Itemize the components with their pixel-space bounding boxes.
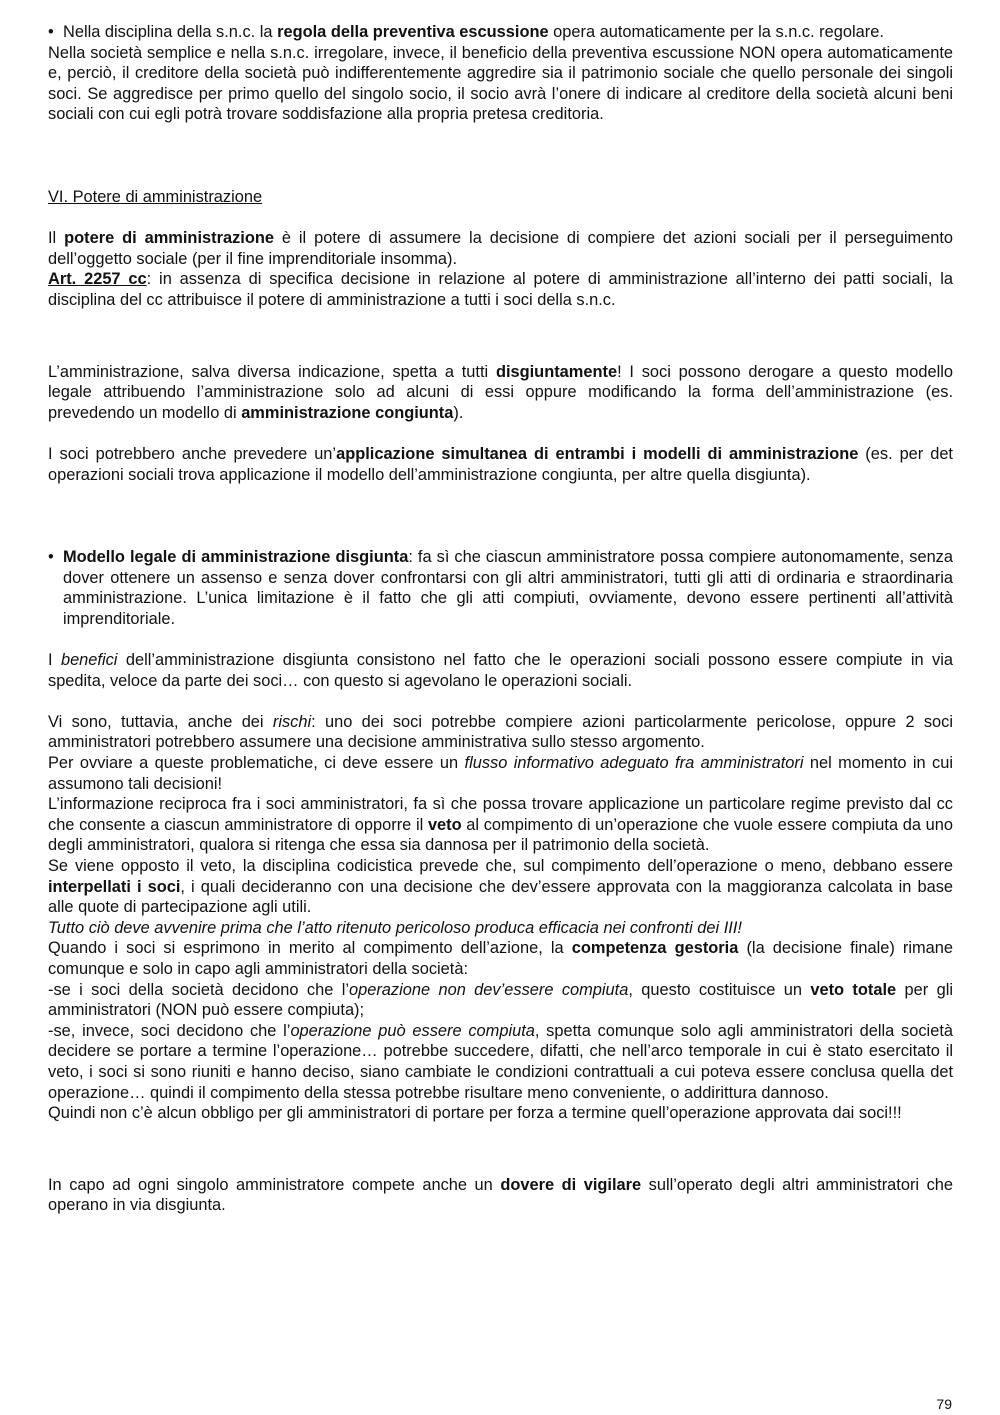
paragraph-veto-totale: [48, 980, 953, 1021]
paragraph-potere-amministrazione: [48, 228, 953, 269]
bullet-dot: •: [48, 548, 54, 567]
text-run: (la decisione finale) rimane comunque e solo in capo agli amministratori della società:: [48, 939, 953, 978]
text-run: -se i soci della società decidono che l’: [48, 980, 349, 999]
paragraph-operazione-compiuta: [48, 1021, 953, 1103]
bold-term: veto totale: [810, 980, 897, 999]
document-page: [48, 22, 953, 1216]
text-run: nel momento in cui assumono tali decisioni!: [48, 754, 953, 793]
text-run: opera automaticamente per la s.n.c. regolare.: [548, 23, 884, 41]
text-run: : uno dei soci potrebbe compiere azioni particolarmente pericolose, oppure 2 soci amministratori potrebbero assumere una decisione amministrativa sullo stesso argomento.: [48, 712, 953, 752]
bold-term: veto: [427, 815, 462, 834]
paragraph-rischi: [48, 712, 953, 753]
text-run: Il: [48, 229, 65, 248]
bold-term: amministrazione congiunta: [241, 403, 454, 422]
italic-sentence: Tutto ciò deve avvenire prima che l’atto ritenuto pericoloso produca efficacia nei confronti dei III!: [48, 918, 742, 937]
paragraph-benefici: [48, 650, 953, 691]
italic-term: operazione non dev’essere compiuta: [348, 980, 629, 999]
text-run: per gli amministratori (NON può essere compiuta);: [48, 980, 953, 1020]
paragraph-efficacia: [48, 918, 953, 939]
text-run: ).: [453, 403, 464, 422]
text-run: Vi sono, tuttavia, anche dei: [48, 712, 273, 731]
paragraph-flusso-informativo: [48, 753, 953, 794]
text-run: L’informazione reciproca fra i soci amministratori, fa sì che possa trovare applicazione un particolare regime previsto dal cc che consente a ciascun amministratore di opporre il: [48, 795, 953, 834]
bullet-preventiva-escussione: [48, 22, 953, 43]
paragraph-applicazione-simultanea: [48, 444, 953, 485]
text-run: Quando i soci si esprimono in merito al compimento dell’azione, la: [48, 939, 572, 958]
bold-term: disgiuntamente: [495, 362, 618, 381]
page-number: 79: [936, 1396, 952, 1412]
paragraph-competenza-gestoria: [48, 938, 953, 979]
text-run: ! I soci possono derogare a questo modello legale attribuendo l’amministrazione solo ad alcuni di essi oppure modificando la forma dell’amministrazione (es. prevedendo un modello di: [48, 362, 953, 422]
section-heading: VI. Potere di amministrazione: [48, 187, 263, 206]
article-reference: Art. 2257 cc: [48, 270, 147, 289]
italic-term: benefici: [60, 651, 118, 670]
paragraph-disgiuntamente: [48, 362, 953, 424]
text-run: Se viene opposto il veto, la disciplina codicistica prevede che, sul compimento dell’operazione o meno, debbano essere: [48, 857, 953, 875]
bold-term: potere di amministrazione: [64, 229, 274, 248]
text-run: L’amministrazione, salva diversa indicazione, spetta a tutti: [48, 362, 496, 381]
paragraph-interpellati: [48, 856, 953, 918]
text-run: dell’amministrazione disgiunta consistono nel fatto che le operazioni sociali possono essere compiute in via spedita, veloce da parte dei soci… con questo si agevolano le operazioni sociali.: [48, 651, 953, 690]
bold-term: dovere di vigilare: [500, 1175, 642, 1194]
text-run: , i quali decideranno con una decisione che dev’essere approvata con la maggioranza calcolata in base alle quote di partecipazione agli utili.: [48, 877, 953, 917]
text-run: : fa sì che ciascun amministratore possa compiere autonomamente, senza dover ottenere un assenso e senza dover confrontarsi con gli altri amministratori, tutti gli atti di ordinaria e straordinaria amministrazione. L’unica limitazione è il fatto che gli atti compiuti, ovviamente, devono essere pertinenti all’attività imprenditoriale.: [63, 548, 953, 628]
text-run: al compimento di un’operazione che vuole essere compiuta da uno degli amministratori, qualora si ritenga che essa sia dannosa per il patrimonio della società.: [48, 815, 954, 855]
text-run: , spetta comunque solo agli amministratori della società decidere se portare a termine l’operazione… potrebbe succedere, difatti, che nell’arco temporale in cui è stato esercitato il veto, i soci si sono riuniti e hanno deciso, siano cambiate le condizioni contrattuali a cui poteva essere conclusa quella det operazione… quindi il compimento della stessa potrebbe risultare meno conveniente, o addirittura dannoso.: [48, 1021, 953, 1102]
text-run: : in assenza di specifica decisione in relazione al potere di amministrazione all’interno dei patti sociali, la disciplina del cc attribuisce il potere di amministrazione a tutti i soci della s.n.c.: [48, 270, 953, 309]
text-run: In capo ad ogni singolo amministratore compete anche un: [48, 1175, 501, 1194]
paragraph-nessun-obbligo: Quindi non c’è alcun obbligo per gli amministratori di portare per forza a termine quell’operazione approvata dai soci!!!: [48, 1104, 902, 1123]
text-run: sull’operato degli altri amministratori che operano in via disgiunta.: [48, 1175, 953, 1215]
text-run: , questo costituisce un: [628, 980, 811, 999]
paragraph-dovere-vigilare: [48, 1175, 953, 1216]
text-run: (es. per det operazioni sociali trova applicazione il modello dell’amministrazione congiunta, per altre quella disgiunta).: [48, 444, 953, 484]
paragraph-art-2257: [48, 269, 953, 310]
italic-term: rischi: [272, 712, 312, 731]
bullet-modello-disgiunta: [48, 547, 953, 629]
bullet-dot: •: [48, 23, 54, 41]
text-run: -se, invece, soci decidono che l’: [48, 1021, 291, 1040]
text-run: Nella disciplina della s.n.c. la: [63, 23, 278, 41]
bold-term: interpellati i soci: [48, 877, 181, 896]
text-run: I: [48, 651, 61, 670]
text-run: è il potere di assumere la decisione di compiere det azioni sociali per il perseguimento dell’oggetto sociale (per il fine imprenditoriale insomma).: [48, 229, 954, 268]
text-run: Per ovviare a queste problematiche, ci deve essere un: [48, 754, 465, 773]
paragraph-veto: [48, 794, 953, 856]
paragraph-societa-semplice: Nella società semplice e nella s.n.c. irregolare, invece, il beneficio della preventiva escussione NON opera automaticamente e, perciò, il creditore della società può indifferentemente aggredire sia il patrimonio sociale che quello personale dei singoli soci. Se aggredisce per primo quello del singolo socio, il socio avrà l’onere di indicare al creditore della società alcuni beni sociali con cui egli potrà trovare soddisfazione alla propria pretesa creditoria.: [48, 43, 953, 124]
bold-term: competenza gestoria: [571, 939, 739, 958]
text-run: I soci potrebbero anche prevedere un’: [48, 444, 337, 463]
italic-term: operazione può essere compiuta: [290, 1021, 535, 1040]
bold-term: regola della preventiva escussione: [277, 23, 549, 41]
bold-term: applicazione simultanea di entrambi i modelli di amministrazione: [336, 444, 859, 463]
italic-term: flusso informativo adeguato fra amministratori: [464, 754, 804, 773]
bold-term: Modello legale di amministrazione disgiunta: [63, 548, 409, 567]
